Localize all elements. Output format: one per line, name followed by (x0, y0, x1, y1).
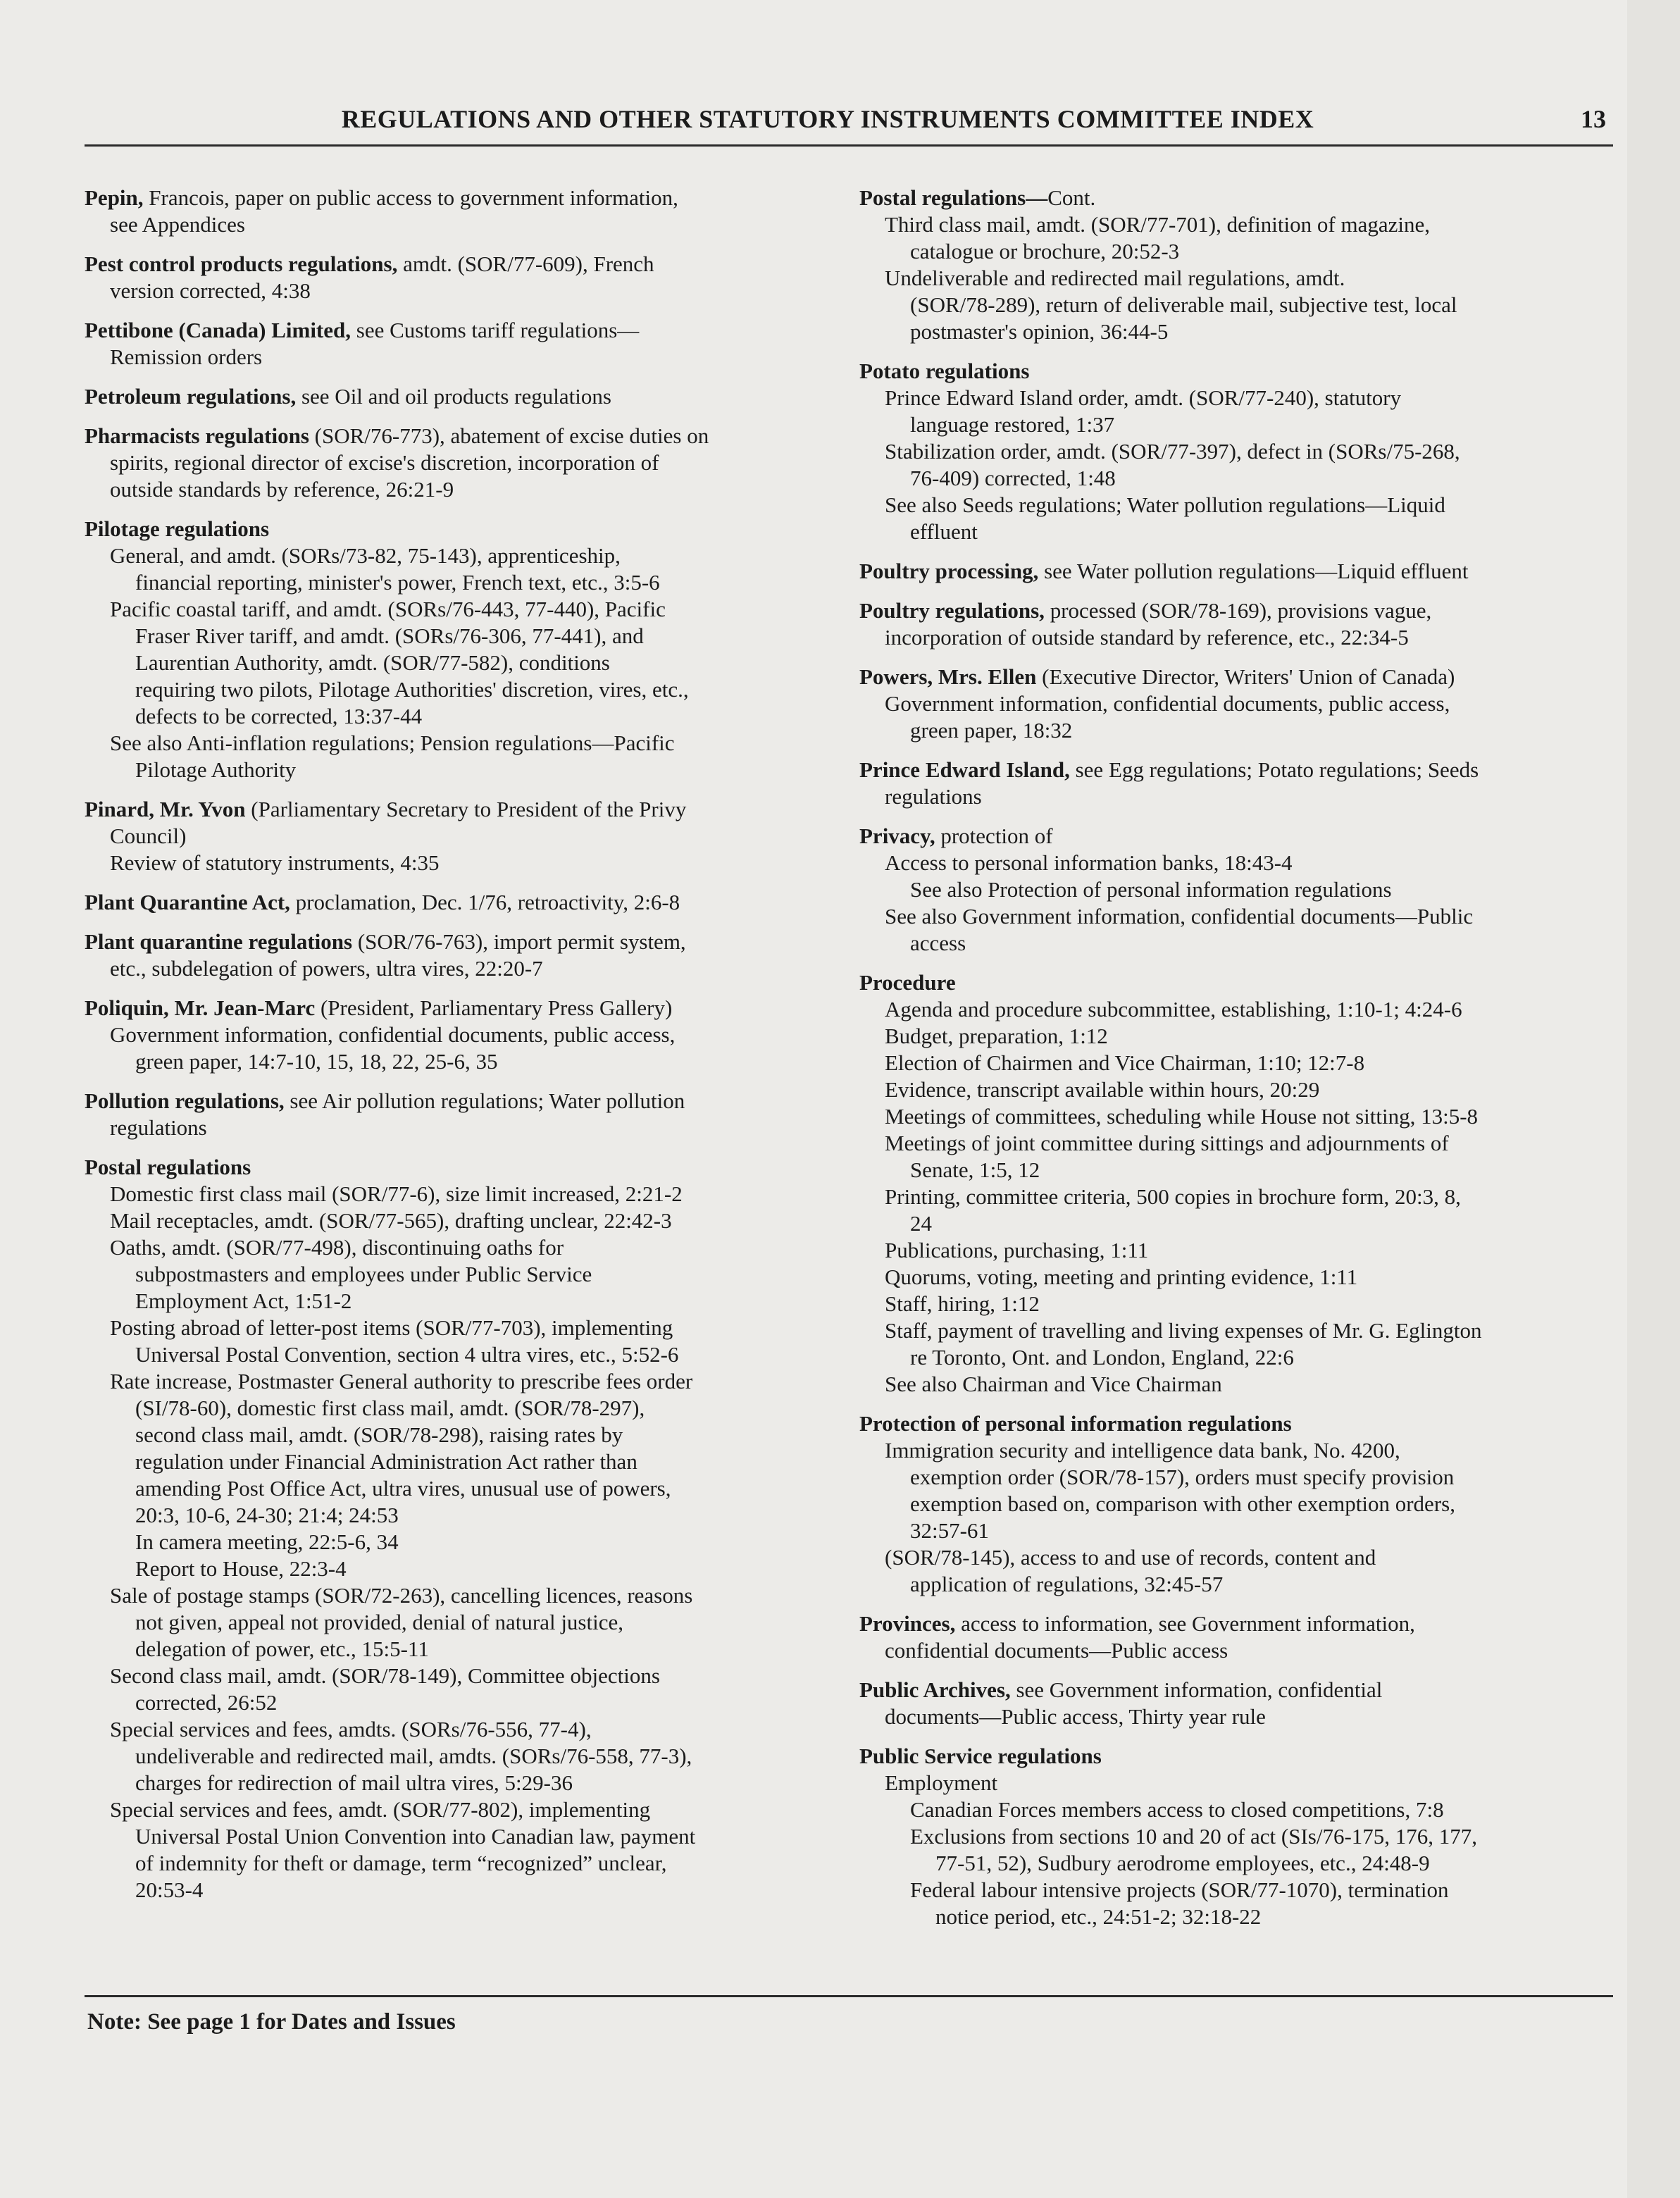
entry-subline (859, 1130, 1620, 1157)
entry-text: Oaths, amdt. (SOR/77-498), discontinuing oaths for (110, 1235, 564, 1260)
index-entry (85, 1154, 838, 1904)
entry-subline (85, 1689, 838, 1716)
entry-heading-line (859, 823, 1620, 850)
entry-heading-line (859, 1410, 1620, 1437)
entry-heading-line (85, 889, 838, 916)
page-edge-shadow (1627, 0, 1680, 2198)
index-entry (85, 317, 838, 371)
entry-subline (85, 757, 838, 783)
entry-term: Pilotage regulations (85, 516, 270, 541)
entry-subline (85, 1877, 838, 1904)
entry-subline (85, 1502, 838, 1529)
page-number: 13 (1581, 105, 1606, 133)
entry-subline (859, 385, 1620, 411)
index-entry (85, 185, 838, 238)
entry-text: See also Chairman and Vice Chairman (885, 1372, 1222, 1396)
entry-text: catalogue or brochure, 20:52-3 (910, 239, 1180, 263)
entry-text: subpostmasters and employees under Public Service (135, 1262, 592, 1286)
entry-subline (85, 569, 838, 596)
entry-term: Pollution regulations, (85, 1088, 290, 1113)
index-entry (85, 995, 838, 1075)
entry-term: Postal regulations (85, 1155, 251, 1179)
entry-subline (859, 903, 1620, 930)
entry-text: exemption order (SOR/78-157), orders must specify provision (910, 1465, 1455, 1489)
entry-heading-line (85, 929, 838, 955)
footer-note: Note: See page 1 for Dates and Issues (87, 2009, 456, 2035)
entry-subline (85, 1114, 838, 1141)
entry-subline (85, 596, 838, 623)
entry-text: Publications, purchasing, 1:11 (885, 1238, 1149, 1262)
entry-subline (859, 1210, 1620, 1237)
entry-subline (859, 1850, 1620, 1877)
entry-text: Mail receptacles, amdt. (SOR/77-565), drafting unclear, 22:42-3 (110, 1208, 672, 1233)
entry-detail: (SOR/76-773), abatement of excise duties on (314, 423, 709, 448)
entry-text: Third class mail, amdt. (SOR/77-701), definition of magazine, (885, 212, 1430, 237)
entry-text: application of regulations, 32:45-57 (910, 1572, 1224, 1596)
entry-text: version corrected, 4:38 (110, 278, 311, 303)
entry-subline (859, 519, 1620, 545)
index-entry (85, 423, 838, 503)
entry-detail: see Air pollution regulations; Water pollution (290, 1088, 685, 1113)
entry-text: Special services and fees, amdt. (SOR/77-802), implementing (110, 1797, 651, 1822)
entry-subline (859, 1823, 1620, 1850)
entry-detail: processed (SOR/78-169), provisions vague, (1050, 598, 1432, 623)
index-column-right (859, 185, 1620, 1943)
entry-detail: protection of (940, 824, 1053, 848)
entry-term: Petroleum regulations, (85, 384, 301, 409)
entry-text: re Toronto, Ont. and London, England, 22:6 (910, 1345, 1294, 1370)
entry-heading-line (85, 185, 838, 211)
entry-detail: proclamation, Dec. 1/76, retroactivity, 2:6-8 (295, 890, 680, 914)
entry-text: Meetings of joint committee during sittings and adjournments of (885, 1131, 1449, 1155)
entry-subline (859, 1637, 1620, 1664)
entry-subline (859, 1517, 1620, 1544)
entry-subline (85, 476, 838, 503)
entry-subline (85, 1796, 838, 1823)
entry-term: Procedure (859, 970, 956, 995)
entry-term: Poliquin, Mr. Jean-Marc (85, 995, 321, 1020)
entry-text: spirits, regional director of excise's discretion, incorporation of (110, 450, 659, 475)
entry-subline (85, 1743, 838, 1770)
entry-subline (85, 449, 838, 476)
entry-term: Plant quarantine regulations (85, 929, 358, 954)
entry-detail: see Customs tariff regulations— (356, 318, 640, 342)
entry-text: 20:3, 10-6, 24-30; 21:4; 24:53 (135, 1503, 399, 1527)
entry-subline (85, 1529, 838, 1556)
index-entry (859, 664, 1620, 744)
entry-text: defects to be corrected, 13:37-44 (135, 704, 423, 728)
entry-subline (859, 1904, 1620, 1930)
entry-heading-line (85, 423, 838, 449)
entry-detail: see Water pollution regulations—Liquid effluent (1044, 559, 1469, 583)
entry-detail: Francois, paper on public access to government information, (149, 185, 678, 210)
entry-heading-line (85, 317, 838, 344)
entry-text: of indemnity for theft or damage, term “recognized” unclear, (135, 1851, 667, 1875)
entry-text: Quorums, voting, meeting and printing evidence, 1:11 (885, 1265, 1358, 1289)
entry-text: Government information, confidential documents, public access, (110, 1022, 676, 1047)
entry-subline (85, 1395, 838, 1422)
entry-term: Powers, Mrs. Ellen (859, 664, 1043, 689)
entry-subline (859, 850, 1620, 876)
entry-subline (85, 1448, 838, 1475)
entry-term: Pepin, (85, 185, 149, 210)
entry-text: regulations (110, 1115, 207, 1140)
entry-term: Pest control products regulations, (85, 252, 404, 276)
entry-subline (859, 1076, 1620, 1103)
entry-detail: see Egg regulations; Potato regulations; Seeds (1075, 757, 1479, 782)
entry-subline (859, 1103, 1620, 1130)
page-header (85, 104, 1613, 139)
entry-text: (SOR/78-289), return of deliverable mail, subjective test, local (910, 292, 1457, 317)
entry-subline (859, 876, 1620, 903)
entry-text: requiring two pilots, Pilotage Authorities' discretion, vires, etc., (135, 677, 689, 702)
index-entry (85, 929, 838, 982)
entry-text: regulations (885, 784, 982, 809)
entry-subline (859, 1050, 1620, 1076)
entry-text: Federal labour intensive projects (SOR/77-1070), termination (910, 1877, 1449, 1902)
entry-subline (85, 850, 838, 876)
entry-heading-line (85, 251, 838, 278)
entry-text: (SI/78-60), domestic first class mail, amdt. (SOR/78-297), (135, 1396, 645, 1420)
entry-subline (85, 955, 838, 982)
entry-subline (85, 1261, 838, 1288)
entry-subline (85, 1422, 838, 1448)
entry-text: corrected, 26:52 (135, 1690, 278, 1715)
entry-subline (85, 1048, 838, 1075)
entry-text: Council) (110, 824, 187, 848)
entry-text: Laurentian Authority, amdt. (SOR/77-582), conditions (135, 650, 610, 675)
entry-text: Staff, hiring, 1:12 (885, 1291, 1040, 1316)
entry-heading-line (859, 597, 1620, 624)
index-entry (85, 1088, 838, 1141)
entry-text: Stabilization order, amdt. (SOR/77-397), defect in (SORs/75-268, (885, 439, 1460, 464)
index-entry (859, 1743, 1620, 1930)
entry-detail: Cont. (1047, 185, 1096, 210)
entry-subline (859, 1877, 1620, 1904)
entry-text: Posting abroad of letter-post items (SOR/77-703), implementing (110, 1315, 673, 1340)
entry-heading-line (859, 1743, 1620, 1770)
entry-text: Prince Edward Island order, amdt. (SOR/77-240), statutory (885, 385, 1402, 410)
entry-term: Plant Quarantine Act, (85, 890, 296, 914)
entry-text: See also Government information, confidential documents—Public (885, 904, 1474, 929)
entry-term: Pharmacists regulations (85, 423, 315, 448)
entry-subline (859, 411, 1620, 438)
entry-heading-line (859, 558, 1620, 585)
entry-subline (85, 1288, 838, 1315)
entry-detail: (Parliamentary Secretary to President of the Privy (251, 797, 687, 821)
index-entry (859, 1610, 1620, 1664)
entry-subline (859, 1371, 1620, 1398)
entry-subline (85, 1716, 838, 1743)
index-entry (859, 1677, 1620, 1730)
entry-text: confidential documents—Public access (885, 1638, 1228, 1663)
entry-text: See also Seeds regulations; Water pollution regulations—Liquid (885, 492, 1445, 517)
entry-text: Employment Act, 1:51-2 (135, 1289, 352, 1313)
entry-subline (85, 823, 838, 850)
entry-heading-line (85, 1088, 838, 1114)
entry-text: Review of statutory instruments, 4:35 (110, 850, 440, 875)
entry-subline (85, 1770, 838, 1796)
entry-text: Printing, committee criteria, 500 copies in brochure form, 20:3, 8, (885, 1184, 1461, 1209)
entry-detail: access to information, see Government information, (961, 1611, 1415, 1636)
entry-subline (859, 1344, 1620, 1371)
entry-detail: see Oil and oil products regulations (301, 384, 611, 409)
entry-text: Exclusions from sections 10 and 20 of act (SIs/76-175, 176, 177, (910, 1824, 1478, 1849)
index-entry (859, 358, 1620, 545)
entry-heading-line (85, 995, 838, 1022)
entry-heading-line (85, 796, 838, 823)
entry-text: Evidence, transcript available within hours, 20:29 (885, 1077, 1320, 1102)
entry-subline (85, 1022, 838, 1048)
index-entry (85, 251, 838, 304)
entry-subline (85, 1556, 838, 1582)
index-entry (859, 1410, 1620, 1598)
entry-text: undeliverable and redirected mail, amdts. (SORs/76-558, 77-3), (135, 1744, 692, 1768)
entry-detail: (President, Parliamentary Press Gallery) (320, 995, 673, 1020)
entry-text: etc., subdelegation of powers, ultra vires, 22:20-7 (110, 956, 543, 981)
entry-subline (859, 318, 1620, 345)
entry-text: Second class mail, amdt. (SOR/78-149), Committee objections (110, 1663, 660, 1688)
entry-subline (85, 1234, 838, 1261)
entry-text: delegation of power, etc., 15:5-11 (135, 1637, 429, 1661)
entry-subline (85, 344, 838, 371)
entry-detail: (Executive Director, Writers' Union of Canada) (1042, 664, 1455, 689)
entry-text: Immigration security and intelligence data bank, No. 4200, (885, 1438, 1400, 1463)
index-entry (859, 823, 1620, 957)
entry-subline (85, 623, 838, 650)
entry-subline (859, 717, 1620, 744)
index-entry (859, 185, 1620, 345)
entry-heading-line (85, 516, 838, 542)
entry-text: green paper, 18:32 (910, 718, 1073, 743)
index-entry (85, 516, 838, 783)
entry-subline (85, 542, 838, 569)
entry-subline (859, 996, 1620, 1023)
entry-subline (859, 1023, 1620, 1050)
entry-heading-line (859, 969, 1620, 996)
entry-subline (859, 292, 1620, 318)
header-rule (85, 144, 1613, 147)
entry-subline (85, 1368, 838, 1395)
entry-text: green paper, 14:7-10, 15, 18, 22, 25-6, 35 (135, 1049, 498, 1074)
entry-text: Fraser River tariff, and amdt. (SORs/76-306, 77-441), and (135, 623, 644, 648)
entry-subline (859, 1703, 1620, 1730)
entry-subline (85, 1663, 838, 1689)
entry-subline (85, 1850, 838, 1877)
entry-text: Meetings of committees, scheduling while House not sitting, 13:5-8 (885, 1104, 1479, 1129)
entry-subline (859, 1157, 1620, 1184)
entry-text: Special services and fees, amdts. (SORs/76-556, 77-4), (110, 1717, 592, 1741)
index-entry (85, 889, 838, 916)
entry-text: amending Post Office Act, ultra vires, unusual use of powers, (135, 1476, 671, 1501)
entry-text: not given, appeal not provided, denial of natural justice, (135, 1610, 623, 1634)
entry-subline (859, 1184, 1620, 1210)
entry-text: Access to personal information banks, 18:43-4 (885, 850, 1293, 875)
entry-subline (85, 1315, 838, 1341)
entry-text: Senate, 1:5, 12 (910, 1157, 1040, 1182)
entry-subline (85, 1181, 838, 1207)
entry-heading-line (859, 664, 1620, 690)
entry-heading-line (859, 757, 1620, 783)
entry-detail: amdt. (SOR/77-609), French (403, 252, 654, 276)
entry-subline (85, 278, 838, 304)
entry-text: Pacific coastal tariff, and amdt. (SORs/76-443, 77-440), Pacific (110, 597, 666, 621)
entry-text: See also Protection of personal information regulations (910, 877, 1392, 902)
entry-text: charges for redirection of mail ultra vires, 5:29-36 (135, 1770, 573, 1795)
entry-text: Budget, preparation, 1:12 (885, 1024, 1108, 1048)
entry-subline (85, 211, 838, 238)
entry-subline (859, 1437, 1620, 1464)
entry-subline (85, 650, 838, 676)
entry-heading-line (85, 383, 838, 410)
entry-subline (859, 1491, 1620, 1517)
entry-subline (859, 624, 1620, 651)
entry-subline (859, 1291, 1620, 1317)
entry-text: Employment (885, 1770, 998, 1795)
entry-term: Prince Edward Island, (859, 757, 1076, 782)
entry-subline (85, 1475, 838, 1502)
entry-heading-line (859, 185, 1620, 211)
entry-text: Undeliverable and redirected mail regulations, amdt. (885, 266, 1345, 290)
entry-subline (859, 1571, 1620, 1598)
index-entry (859, 597, 1620, 651)
index-entry (859, 969, 1620, 1398)
entry-subline (859, 438, 1620, 465)
entry-subline (859, 492, 1620, 519)
entry-text: postmaster's opinion, 36:44-5 (910, 319, 1169, 344)
entry-subline (859, 1237, 1620, 1264)
entry-subline (859, 1464, 1620, 1491)
entry-subline (859, 1264, 1620, 1291)
index-entry (859, 757, 1620, 810)
entry-text: language restored, 1:37 (910, 412, 1115, 437)
entry-text: Domestic first class mail (SOR/77-6), size limit increased, 2:21-2 (110, 1181, 683, 1206)
entry-text: exemption based on, comparison with other exemption orders, (910, 1491, 1455, 1516)
entry-subline (859, 1796, 1620, 1823)
entry-subline (85, 1636, 838, 1663)
entry-heading-line (859, 1610, 1620, 1637)
entry-term: Pettibone (Canada) Limited, (85, 318, 356, 342)
entry-text: outside standards by reference, 26:21-9 (110, 477, 454, 502)
index-entry (85, 796, 838, 876)
entry-subline (85, 1207, 838, 1234)
entry-subline (85, 1582, 838, 1609)
entry-text: Agenda and procedure subcommittee, establishing, 1:10-1; 4:24-6 (885, 997, 1462, 1022)
entry-subline (85, 1823, 838, 1850)
entry-term: Public Archives, (859, 1677, 1016, 1702)
entry-subline (85, 703, 838, 730)
entry-text: Staff, payment of travelling and living expenses of Mr. G. Eglington (885, 1318, 1482, 1343)
entry-text: 24 (910, 1211, 932, 1236)
entry-text: see Appendices (110, 212, 245, 237)
entry-text: See also Anti-inflation regulations; Pension regulations—Pacific (110, 731, 675, 755)
entry-term: Postal regulations— (859, 185, 1048, 210)
entry-text: 76-409) corrected, 1:48 (910, 466, 1116, 490)
entry-heading-line (859, 358, 1620, 385)
entry-term: Poultry regulations, (859, 598, 1050, 623)
entry-detail: see Government information, confidential (1016, 1677, 1383, 1702)
entry-text: Government information, confidential documents, public access, (885, 691, 1450, 716)
entry-text: (SOR/78-145), access to and use of records, content and (885, 1545, 1376, 1570)
entry-subline (859, 930, 1620, 957)
entry-text: financial reporting, minister's power, French text, etc., 3:5-6 (135, 570, 660, 595)
entry-term: Provinces, (859, 1611, 962, 1636)
entry-subline (859, 211, 1620, 238)
entry-text: 20:53-4 (135, 1877, 204, 1902)
index-entry (859, 558, 1620, 585)
entry-text: effluent (910, 519, 978, 544)
entry-heading-line (85, 1154, 838, 1181)
entry-subline (85, 1609, 838, 1636)
entry-text: Universal Postal Union Convention into Canadian law, payment (135, 1824, 696, 1849)
page-title: REGULATIONS AND OTHER STATUTORY INSTRUMENTS COMMITTEE INDEX (341, 105, 1314, 133)
entry-text: second class mail, amdt. (SOR/78-298), raising rates by (135, 1422, 623, 1447)
entry-text: Universal Postal Convention, section 4 ultra vires, etc., 5:52-6 (135, 1342, 679, 1367)
entry-detail: (SOR/76-763), import permit system, (357, 929, 686, 954)
entry-heading-line (859, 1677, 1620, 1703)
entry-subline (85, 676, 838, 703)
entry-term: Potato regulations (859, 359, 1030, 383)
entry-subline (85, 730, 838, 757)
entry-text: Report to House, 22:3-4 (135, 1556, 347, 1581)
footer-rule (85, 1995, 1613, 1997)
entry-term: Poultry processing, (859, 559, 1045, 583)
index-column-left (85, 185, 838, 1916)
entry-text: regulation under Financial Administration Act rather than (135, 1449, 637, 1474)
entry-subline (859, 783, 1620, 810)
entry-text: documents—Public access, Thirty year rule (885, 1704, 1266, 1729)
entry-text: 32:57-61 (910, 1518, 989, 1543)
entry-text: access (910, 931, 966, 955)
entry-subline (859, 1317, 1620, 1344)
entry-text: Sale of postage stamps (SOR/72-263), cancelling licences, reasons (110, 1583, 693, 1608)
entry-text: 77-51, 52), Sudbury aerodrome employees, etc., 24:48-9 (935, 1851, 1430, 1875)
entry-subline (859, 1544, 1620, 1571)
entry-text: incorporation of outside standard by reference, etc., 22:34-5 (885, 625, 1409, 650)
entry-text: In camera meeting, 22:5-6, 34 (135, 1529, 399, 1554)
entry-text: Canadian Forces members access to closed competitions, 7:8 (910, 1797, 1444, 1822)
entry-subline (859, 1770, 1620, 1796)
entry-text: Remission orders (110, 344, 263, 369)
entry-text: Rate increase, Postmaster General authority to prescribe fees order (110, 1369, 693, 1393)
entry-subline (859, 465, 1620, 492)
entry-term: Protection of personal information regulations (859, 1411, 1292, 1436)
index-entry (85, 383, 838, 410)
entry-subline (859, 238, 1620, 265)
entry-subline (859, 265, 1620, 292)
entry-subline (859, 690, 1620, 717)
entry-text: Pilotage Authority (135, 757, 297, 782)
entry-text: General, and amdt. (SORs/73-82, 75-143), apprenticeship, (110, 543, 621, 568)
entry-text: notice period, etc., 24:51-2; 32:18-22 (935, 1904, 1262, 1929)
entry-term: Pinard, Mr. Yvon (85, 797, 251, 821)
entry-term: Public Service regulations (859, 1744, 1102, 1768)
entry-text: Election of Chairmen and Vice Chairman, 1:10; 12:7-8 (885, 1050, 1365, 1075)
entry-term: Privacy, (859, 824, 941, 848)
entry-subline (85, 1341, 838, 1368)
